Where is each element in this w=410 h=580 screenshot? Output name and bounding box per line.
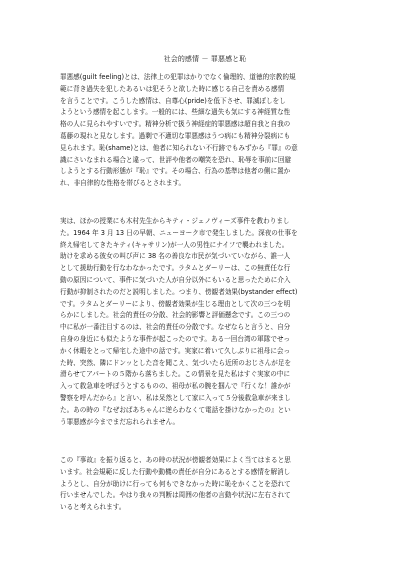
text-line: 見られます。恥(shame)とは、他者に知られない不行跡でもみずから『罪』の意 xyxy=(60,143,298,152)
text-line: 実は、ほかの授業にも木村先生からキティ・ジェノヴィーズ事件を教わりまし xyxy=(60,217,290,225)
text-line: います。社会規範に反した行動や動機の責任が自分にあるとする感情を解消し xyxy=(60,467,291,476)
text-line: ようとし、自分が助けに行っても何もできなかった時に恥をかくことを恐れて xyxy=(60,479,291,488)
text-line: いると考えられます。 xyxy=(60,503,126,512)
text-line: 自身の身近にも似たような事件が起こったのです。ある一回台湾の軍隊でせっ xyxy=(60,334,290,343)
text-line: う罪悪感が今までまだ忘れられません。 xyxy=(60,417,180,426)
paragraph-kitty-genovese-case xyxy=(60,216,353,428)
text-line: 罪悪感(guilt feeling)とは、法律上の犯罪はかりでなく倫理的、道徳的宗教的規 xyxy=(60,73,296,81)
text-line: 終え帰宅してきたキティ(キャサリン)が一人の男性にナイフで襲われました。 xyxy=(60,240,289,249)
text-line: 行いませんでした。やはり我々の判断は周囲の他者の言動や状況に左右されて xyxy=(60,491,291,500)
text-line: た。1964 年 3 月 13 日の早朝、ニューヨーク市で発生しました。深夜の仕事を xyxy=(60,228,298,237)
text-line: 葛藤の現れと見なします。過剰で不適切な罪悪感はうつ病にも精神分裂病にも xyxy=(60,131,291,140)
text-line: 中に私が一番注目するのは、社会的責任の分散です。なぜならと言うと、自分 xyxy=(60,323,291,332)
text-line: として援助行動を行なわなかったです。ラタムとダーリーは、この無責任な行 xyxy=(60,264,291,273)
text-line: ようという感情を起こします。一般的には、些細な過失も気にする神経質な性 xyxy=(60,108,291,117)
paragraph-reflection xyxy=(60,455,353,514)
text-line: です。ラタムとダーリーにより、傍観者効果が生じる理由として次の三つを明 xyxy=(60,299,291,308)
text-line: 動の原因について、事件に気づいた人が自分以外にもいると思ったために介入 xyxy=(60,275,291,284)
text-line: た。あの時の『なぜおばあちゃんに逆らわなくて電話を掛けなかったの』とい xyxy=(60,405,291,414)
text-line: この『事故』を振り返ると、あの時の状況が傍観者効果によく当てはまると思 xyxy=(60,456,291,464)
document-title: 社会的感情 － 罪悪感と恥 xyxy=(163,55,247,63)
text-line: 滑らせてアパートの５階から落ちました。この情景を見た私はすぐ実家の中に xyxy=(60,370,291,379)
text-line: 格の人に見られやすいです。精神分析で扱う神経症的罪悪感は超自我と自我の xyxy=(60,120,291,129)
text-line: かく休暇をとって帰宅した途中の話です。実家に着いて久しぶりに祖母に会っ xyxy=(60,346,291,355)
text-line: 範に背き過失を犯したあるいは犯そうと欲した時に感じる自己を責める感情 xyxy=(60,84,285,93)
text-line: 警察を呼んだから』と言い、私は呆然として家に入って５分後救急車が来まし xyxy=(60,393,291,402)
text-line: らかにしました。社会的責任の分散、社会的影響と評価懸念です。この三つの xyxy=(60,311,291,320)
text-line: 助けを求める彼女の叫び声に 38 名の善良な市民が気づいていながら、誰一人 xyxy=(60,252,291,261)
text-line: れ、非自律的な性格を帯びるとされます。 xyxy=(60,179,186,188)
text-line: しようとする行動形態が『恥』です。その場合、行為の基準は他者の側に置か xyxy=(60,167,291,176)
paragraph-guilt-and-shame xyxy=(60,72,353,190)
text-line: を言うことです。こうした感情は、自尊心(pride)を低下させ、罪滅ぼしをし xyxy=(60,96,286,105)
text-line: 入って救急車を呼ぼうとするものの、祖母が私の腕を掴んで『行くな！誰かが xyxy=(60,382,291,391)
text-line: た時、突然、隣にドンッとした音を聞こえ、気づいたら近所のおじさんが足を xyxy=(60,358,292,367)
text-line: 行動が抑制されたのだと説明しました。つまり、傍観者効果(bystander effect) xyxy=(60,287,298,296)
text-line: 識にさいなまれる場合と違って、世評や他者の嘲笑を恐れ、恥辱を事前に回避 xyxy=(60,155,292,164)
